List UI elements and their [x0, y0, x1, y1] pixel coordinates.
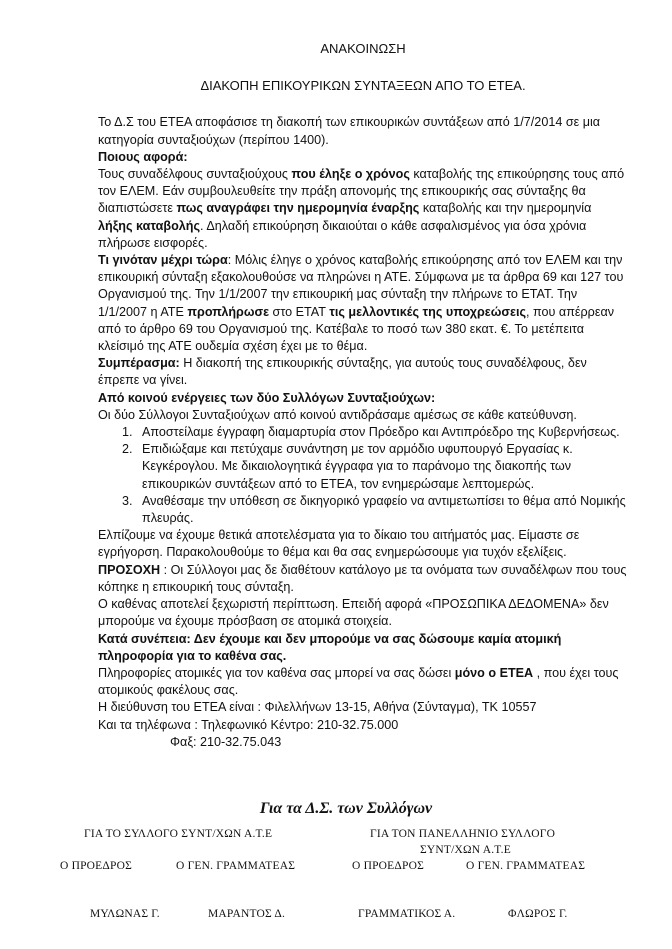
conclusion-paragraph: Συμπέρασμα: Η διακοπή της επικουρικής σύνταξης, για αυτούς τους συναδέλφους, δεν έπρεπε να γίνει.	[98, 356, 587, 388]
doc-subtitle: ΔΙΑΚΟΠΗ ΕΠΙΚΟΥΡΙΚΩΝ ΣΥΝΤΑΞΕΩΝ ΑΠΟ ΤΟ ΕΤΕΑ.	[200, 78, 526, 94]
name-mylonas: ΜΥΛΩΝΑΣ Γ.	[90, 908, 160, 920]
name-marantos: ΜΑΡΑΝΤΟΣ Δ.	[208, 908, 286, 920]
hope-paragraph: Ελπίζουμε να έχουμε θετικά αποτελέσματα για το δίκαιο του αιτήματός μας. Είμαστε σε εγρήγορση. Παρακολουθούμε το θέμα και θα σας ενημερώσουμε για τυχόν εξελίξεις.	[98, 528, 580, 560]
list-item: 1. Αποστείλαμε έγγραφη διαμαρτυρία στον Πρόεδρο και Αντιπρόεδρο της Κυβερνήσεως.	[136, 424, 628, 441]
now-paragraph: Τι γινόταν μέχρι τώρα: Μόλις έληγε ο χρόνος καταβολής επικούρησης από τον ΕΛΕΜ και την επικουρική σύνταξη εξακολουθούσε να πληρώνει η ΑΤΕ. Σύμφωνα με τα άρθρα 69 και 127 του Οργανισμού της. Την 1/1/2007 την επικουρική μας σύνταξη την πλήρωνε το ΕΤΑΤ. Την 1/1/2007 η ΑΤΕ προπλήρωσε στο ΕΤΑΤ τις μελλοντικές της υποχρεώσεις, που απέρρεαν από το άρθρο 69 του Οργανισμού της. Κατέβαλε το ποσό των 380 εκατ. €. Το μετέπειτα κλείσιμό της ΑΤΕ ουδεμία σχέση έχει με το θέμα.	[98, 253, 624, 354]
signature-block	[60, 800, 632, 920]
doc-title: ΑΝΑΚΟΙΝΩΣΗ	[320, 41, 406, 56]
who-paragraph: Τους συναδέλφους συνταξιούχους που έληξε ο χρόνος καταβολής της επικούρησης τους από τον ΕΛΕΜ. Εάν συμβουλευθείτε την πράξη απονομής της επικουρικής σας σύνταξης θα διαπιστώσετε πως αναγράφει την ημερομηνία έναρξης καταβολής και την ημερομηνία λήξης καταβολής. Δηλαδή επικούρηση δικαιούται ο κάθε ασφαλισμένος για όσα χρόνια πλήρωσε εισφορές.	[98, 167, 625, 250]
who-heading: Ποιους αφορά:	[98, 149, 188, 164]
fax-line: Φαξ: 210-32.75.043	[170, 734, 282, 749]
list-item: 2. Επιδιώξαμε και πετύχαμε συνάντηση με τον αρμόδιο υφυπουργό Εργασίας κ. Κεγκέρογλου. Με δικαιολογητικά έγγραφα για το παράνομο της διακοπής των επικουρικών συντάξεων από το ΕΤΕΑ, τον ενημερώσαμε λεπτομερώς.	[136, 441, 628, 493]
actions-list	[98, 424, 628, 527]
address-line: Η διεύθυνση του ΕΤΕΑ είναι : Φιλελλήνων 13-15, Αθήνα (Σύνταγμα), ΤΚ 10557	[98, 700, 537, 715]
phones-line: Και τα τηλέφωνα : Τηλεφωνικό Κέντρο: 210-32.75.000	[98, 717, 399, 732]
joint-intro: Οι δύο Σύλλογοι Συνταξιούχων από κοινού αντιδράσαμε αμέσως σε κάθε κατεύθυνση.	[98, 407, 577, 422]
signature-heading: Για τα Δ.Σ. των Συλλόγων	[259, 800, 433, 817]
right-org-line1: ΓΙΑ ΤΟΝ ΠΑΝΕΛΛΗΝΙΟ ΣΥΛΛΟΓΟ	[370, 828, 556, 840]
name-grammatikos: ΓΡΑΜΜΑΤΙΚΟΣ Α.	[358, 908, 456, 920]
name-floros: ΦΛΩΡΟΣ Γ.	[508, 908, 568, 920]
left-org: ΓΙΑ ΤΟ ΣΥΛΛΟΓΟ ΣΥΝΤ/ΧΩΝ Α.Τ.Ε	[84, 828, 273, 840]
left-president: Ο ΠΡΟΕΔΡΟΣ	[60, 860, 132, 872]
joint-heading: Από κοινού ενέργειες των δύο Συλλόγων Συνταξιούχων:	[98, 390, 436, 405]
right-president: Ο ΠΡΟΕΔΡΟΣ	[352, 860, 424, 872]
right-org-line2: ΣΥΝΤ/ΧΩΝ Α.Τ.Ε	[420, 844, 511, 856]
attention-paragraph: ΠΡΟΣΟΧΗ : Οι Σύλλογοι μας δε διαθέτουν κατάλογο με τα ονόματα των συναδέλφων που τους κόπηκε η επικουρική τους σύνταξη.	[98, 562, 627, 594]
right-secretary: Ο ΓΕΝ. ΓΡΑΜΜΑΤΕΑΣ	[466, 860, 586, 872]
each-paragraph: Ο καθένας αποτελεί ξεχωριστή περίπτωση. Επειδή αφορά «ΠΡΟΣΩΠΙΚΑ ΔΕΔΟΜΕΝΑ» δεν μπορούμε να έχουμε πρόσβαση σε ατομικά στοιχεία.	[98, 597, 609, 629]
info-paragraph: Πληροφορίες ατομικές για τον καθένα σας μπορεί να σας δώσει μόνο ο ΕΤΕΑ , που έχει τους ατομικούς φακέλους σας.	[98, 665, 619, 698]
left-secretary: Ο ΓΕΝ. ΓΡΑΜΜΑΤΕΑΣ	[176, 860, 296, 872]
intro-paragraph: Το Δ.Σ του ΕΤΕΑ αποφάσισε τη διακοπή των επικουρικών συντάξεων από 1/7/2014 σε μια κατηγορία συνταξιούχων (περίπου 1400).	[98, 115, 601, 147]
consequence-paragraph: Κατά συνέπεια: Δεν έχουμε και δεν μπορούμε να σας δώσουμε καμία ατομική πληροφορία για το καθένα σας.	[98, 631, 562, 663]
list-item: 3. Αναθέσαμε την υπόθεση σε δικηγορικό γραφείο να αντιμετωπίσει το θέμα από Νομικής πλευράς.	[136, 493, 628, 527]
